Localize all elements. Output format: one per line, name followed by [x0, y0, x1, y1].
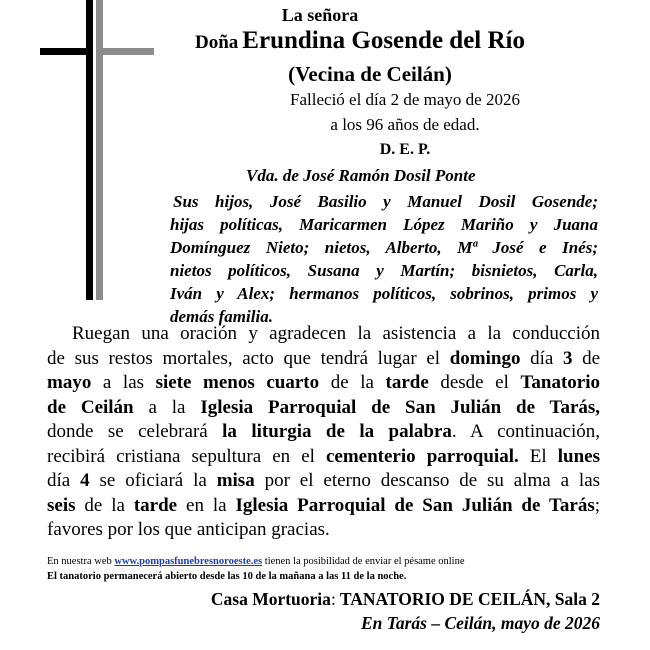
paragraph-text: en la — [186, 494, 227, 516]
opening-hours: El tanatorio permanecerá abierto desde las 10 de la mañana a las 11 de la noche. — [47, 571, 407, 582]
mass-time: seis — [47, 494, 76, 516]
liturgy: la liturgia de la palabra — [222, 421, 452, 442]
ceremony-date: 3 — [562, 347, 573, 369]
paragraph-text: de la — [330, 372, 374, 393]
ceremony-month: mayo — [47, 372, 92, 393]
mass-date: 4 — [80, 470, 90, 491]
family-line: demás familia. — [170, 307, 273, 326]
paragraph-line — [47, 396, 600, 421]
cross-black-horizontal — [40, 48, 93, 55]
mortuary-line — [211, 589, 600, 610]
family-line: Domínguez Nieto; nietos, Alberto, Mª José e Inés; — [170, 238, 598, 257]
paragraph-line — [47, 469, 600, 494]
website-link[interactable]: www.pompasfunebresnoroeste.es — [114, 556, 263, 567]
family-line: Iván y Alex; hermanos políticos, sobrinos, primos y — [170, 284, 598, 303]
paragraph-line — [47, 322, 600, 347]
paragraph-text: por el eterno descanso de su alma a las — [264, 470, 601, 491]
paragraph-line — [47, 494, 600, 519]
death-date: Falleció el día 2 de mayo de 2026 — [290, 90, 520, 109]
paragraph-text: . A continuación, — [451, 421, 600, 442]
paragraph-text: día — [47, 470, 71, 491]
paragraph-text: recibirá cristiana sepultura en el — [47, 445, 315, 467]
mortuary-colon: : — [330, 589, 336, 609]
church-name: Iglesia Parroquial de San Julián de Tarás, — [200, 396, 601, 418]
deceased-name-line — [140, 27, 580, 55]
rip: D. E. P. — [379, 141, 431, 158]
title-prefix: Doña — [195, 32, 239, 53]
cross-icon — [0, 0, 160, 300]
paragraph-text: a la — [148, 396, 186, 418]
mortuary-venue: TANATORIO DE CEILÁN, Sala 2 — [339, 589, 600, 609]
paragraph-text: desde el — [440, 372, 509, 393]
widow-line: Vda. de José Ramón Dosil Ponte — [246, 166, 476, 185]
paragraph-text: se oficiará la — [99, 470, 207, 491]
ceremony-time: siete menos cuarto — [155, 372, 320, 393]
paragraph-text: de — [582, 347, 601, 369]
paragraph-text: día — [530, 347, 554, 369]
family-line: hijas políticas, Maricarmen López Mariño y Juana — [170, 215, 598, 234]
age-line: a los 96 años de edad. — [330, 115, 480, 134]
family-list — [170, 190, 598, 328]
honorific: La señora — [281, 5, 359, 25]
ceremony-period: tarde — [385, 372, 429, 393]
paragraph-line — [47, 347, 600, 372]
church-name: Iglesia Parroquial de San Julián de Tarás — [235, 494, 595, 516]
deceased-name: Erundina Gosende del Río — [242, 27, 525, 54]
cemetery: cementerio parroquial. — [325, 445, 519, 467]
place-date: En Tarás – Ceilán, mayo de 2026 — [360, 613, 600, 633]
paragraph-text: Ruegan una oración y agradecen la asistencia a la conducción — [72, 323, 600, 344]
funeral-home: Tanatorio — [520, 372, 601, 393]
paragraph-text: ; — [594, 494, 601, 516]
cross-gray-vertical — [96, 0, 103, 300]
funeral-home-place: de Ceilán — [47, 396, 134, 418]
ceremony-day: domingo — [449, 347, 521, 369]
mass: misa — [216, 470, 255, 491]
web-note-prefix: En nuestra web — [47, 556, 112, 567]
paragraph-text: favores por los que anticipan gracias. — [47, 519, 330, 540]
family-line: Sus hijos, José Basilio y Manuel Dosil Gosende; — [173, 192, 598, 211]
mass-day: lunes — [557, 445, 600, 467]
family-line: nietos políticos, Susana y Martín; bisnietos, Carla, — [170, 261, 598, 280]
mass-period: tarde — [133, 494, 178, 516]
mortuary-label: Casa Mortuoria — [210, 589, 331, 609]
paragraph-text: de sus restos mortales, acto que tendrá lugar el — [47, 347, 441, 369]
web-note-suffix: tienen la posibilidad de enviar el pésame online — [264, 556, 465, 567]
paragraph-text: El — [529, 445, 547, 467]
paragraph-text: a las — [102, 372, 145, 393]
paragraph-text: donde se celebrará — [47, 421, 208, 442]
paragraph-line — [47, 371, 600, 396]
paragraph-line — [47, 445, 600, 470]
paragraph-line — [47, 518, 600, 543]
cross-black-vertical — [86, 0, 93, 300]
ceremony-paragraph — [47, 322, 600, 543]
web-note — [47, 556, 465, 567]
residence: (Vecina de Ceilán) — [288, 62, 452, 86]
paragraph-text: de la — [84, 494, 125, 516]
paragraph-line — [47, 420, 600, 445]
